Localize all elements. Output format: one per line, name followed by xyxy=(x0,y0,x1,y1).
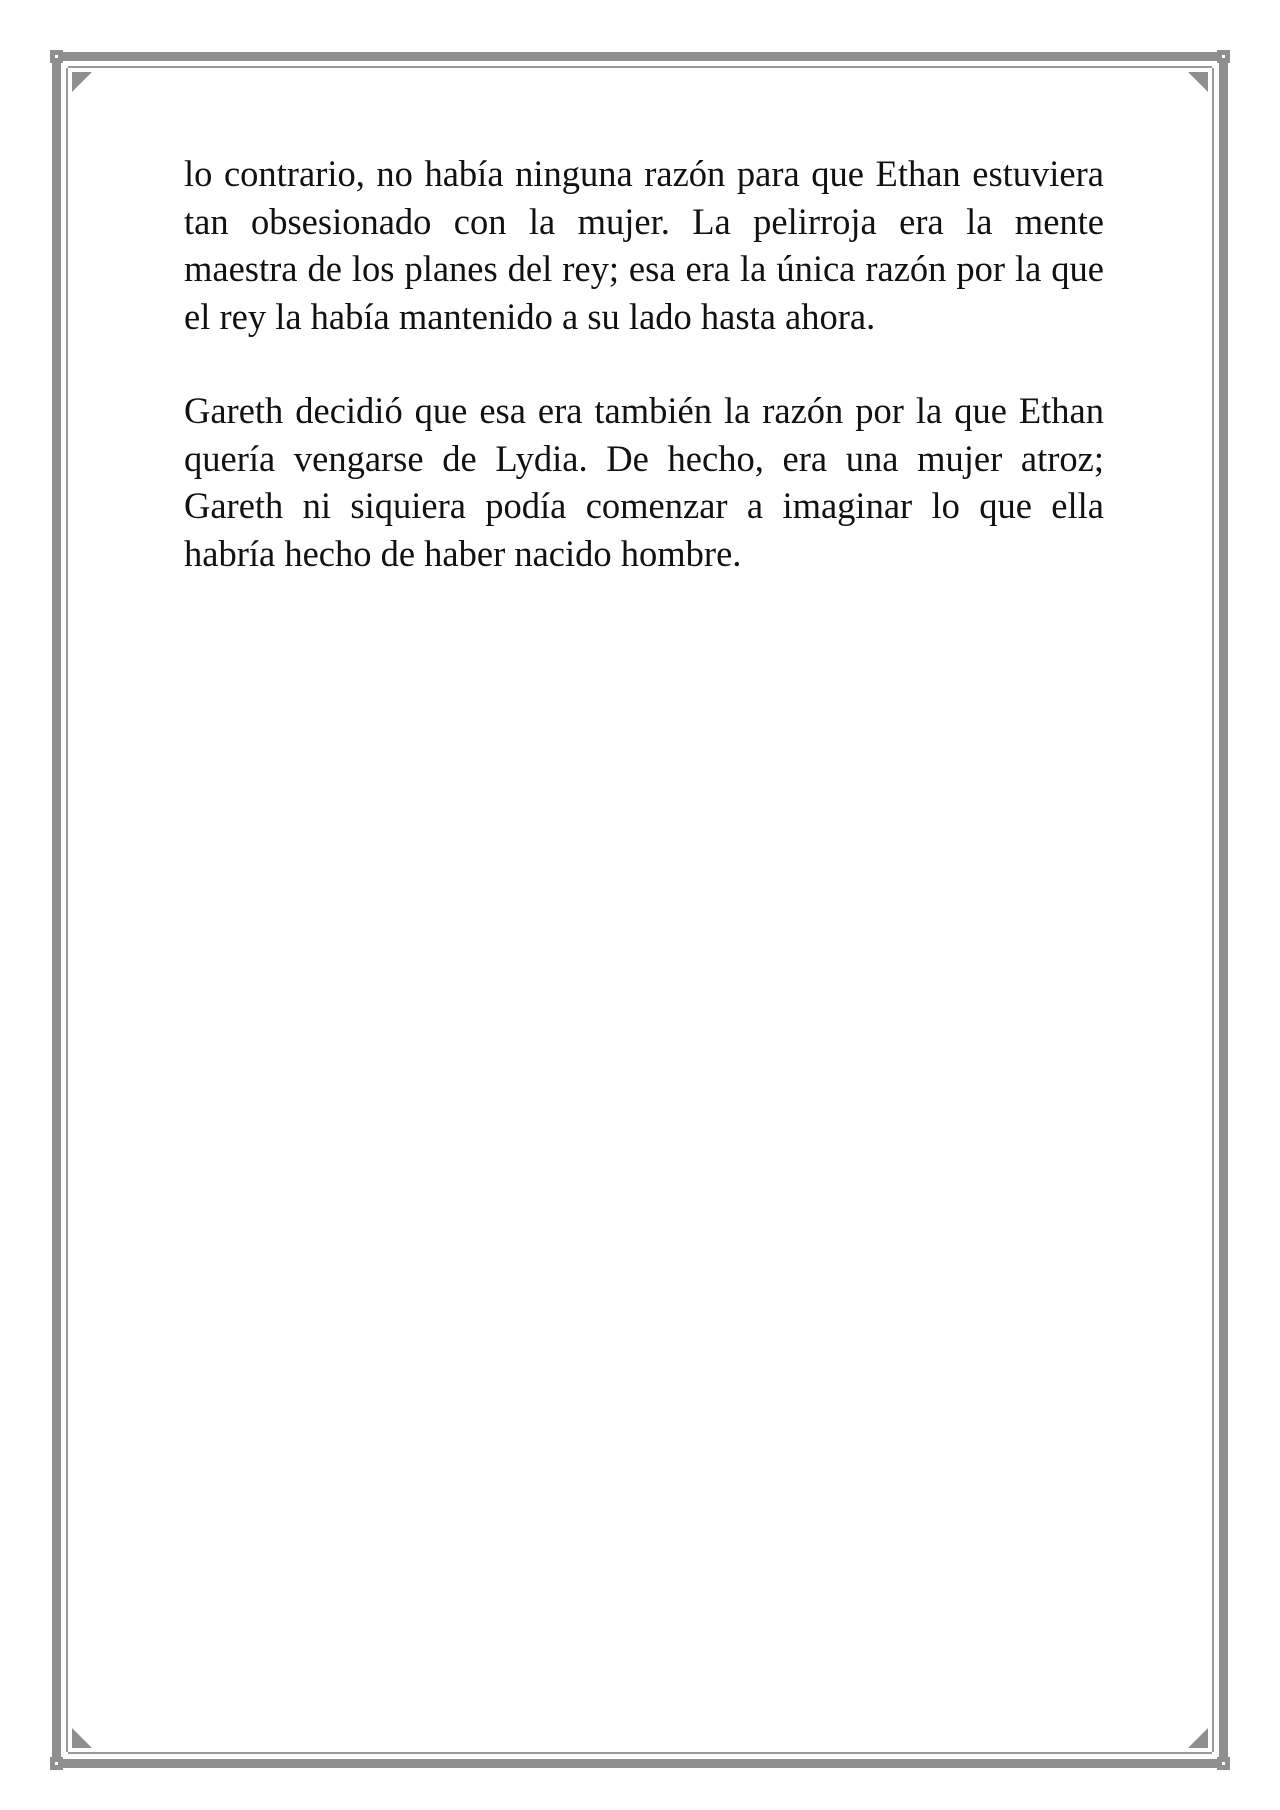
paragraph-1: lo contrario, no había ninguna razón para que Ethan estuviera tan obsesionado con la mujer. La pelirroja era la mente maestra de los planes del rey; esa era la única razón por la que el rey la había mantenido a su lado hasta ahora. xyxy=(184,153,1104,337)
page-body-text xyxy=(184,150,1104,624)
paragraph-2: Gareth decidió que esa era también la razón por la que Ethan quería vengarse de Lydia. De hecho, era una mujer atroz; Gareth ni siquiera podía comenzar a imaginar lo que ella habría hecho de haber nacido hombre. xyxy=(184,390,1104,574)
